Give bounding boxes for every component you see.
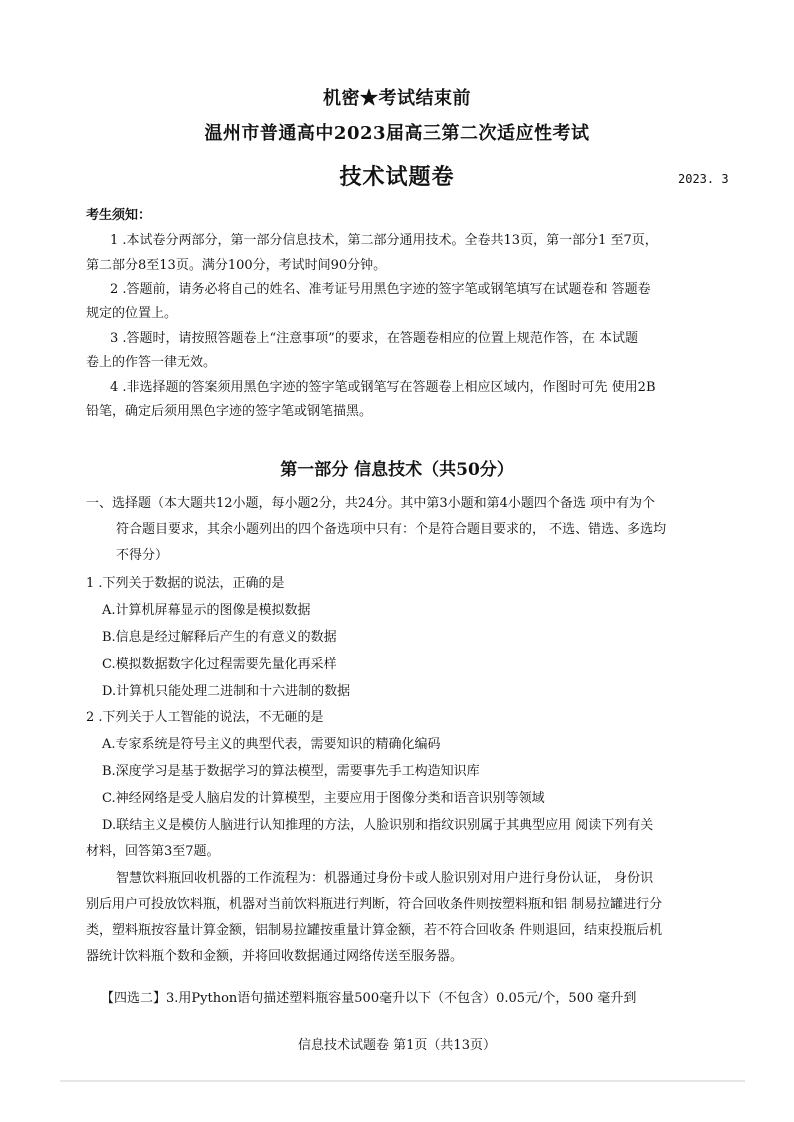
part1-title: 第一部分 信息技术（共50分） [280,460,514,480]
section-intro-line1: 一、选择题（本大题共12小题，每小题2分，共24分。其中第3小题和第4小题四个备选 项中有为个 [86,496,656,511]
notice-heading: 考生须知： [86,208,152,223]
paper-title: 技术试题卷 [339,164,455,190]
question-2-option-c: C.神经网络是受人脑启发的计算模型，主要应用于图像分类和语音识别等领域 [102,791,545,806]
question-2-stem: 2 .下列关于人工智能的说法，不无砸的是 [86,710,324,725]
question-2-option-a: A.专家系统是符号主义的典型代表，需要知识的精确化编码 [102,737,441,752]
notice-item-3-line2: 卷上的作答一律无效。 [86,355,217,370]
notice-item-3-line1: 3 .答题时，请按照答题卷上“注意事项”的要求，在答题卷相应的位置上规范作答，在 本试题 [110,331,638,346]
question-1-option-d: D.计算机只能处理二进制和十六进制的数据 [102,684,351,699]
material-line3: 类，塑料瓶按容量计算金额，铝制易拉罐按重量计算金额，若不符合回收条 件则退回，结束投瓶后机 [86,923,663,938]
notice-item-1-line2: 第二部分8至13页。满分100分，考试时间90分钟。 [86,258,387,273]
material-line4: 器统计饮料瓶个数和金额，并将回收数据通过网络传送至服务器。 [86,949,464,964]
confidential-label: 机密★考试结束前 [323,88,471,109]
material-line2: 别后用户可投放饮料瓶，机器对当前饮料瓶进行判断，符合回收条件则按塑料瓶和铝 制易拉罐进行分 [86,897,663,912]
question-2-option-d: D.联结主义是模仿人脑进行认知推理的方法，人脸识别和指纹识别属于其典型应用 阅读下列有关 [102,818,654,833]
notice-item-2-line1: 2 .答题前，请务必将自己的姓名、准考证号用黑色字迹的签字笔或钢笔填写在试题卷和 答题卷 [110,282,651,297]
question-2-option-b: B.深度学习是基于数据学习的算法模型，需要事先手工构造知识库 [102,764,480,779]
section-intro-line2: 符合题目要求，其余小题列出的四个备选项中只有：个是符合题目要求的， 不选、错选、多选均 [116,522,667,537]
notice-item-4-line2: 铅笔，确定后须用黑色字迹的签字笔或钢笔描黑。 [86,404,373,419]
question-1-option-c: C.模拟数据数字化过程需要先量化再采样 [102,657,337,672]
question-3-line: 【四选二】3.用Python语句描述塑料瓶容量500毫升以下（不包含）0.05元/个，500 毫升到 [101,991,637,1006]
section-intro-line3: 不得分） [116,548,169,563]
exam-name: 温州市普通高中2023届高三第二次适应性考试 [204,123,590,144]
notice-item-1-line1: 1 .本试卷分两部分，第一部分信息技术，第二部分通用技术。全卷共13页，第一部分1 至7页， [110,233,658,248]
material-line1: 智慧饮料瓶回收机器的工作流程为：机器通过身份卡或人脸识别对用户进行身份认证， 身份识 [116,871,654,886]
question-2-tail: 材料，回答第3至7题。 [86,844,220,859]
bottom-divider [60,1080,745,1082]
page-footer: 信息技术试题卷 第1页（共13页） [298,1038,496,1053]
question-1-option-a: A.计算机屏幕显示的图像是模拟数据 [102,603,311,618]
question-1-stem: 1 .下列关于数据的说法，正确的是 [86,576,285,591]
notice-item-2-line2: 规定的位置上。 [86,306,178,321]
exam-date: 2023. 3 [678,172,729,186]
notice-item-4-line1: 4 .非选择题的答案须用黑色字迹的签字笔或钢笔写在答题卷上相应区域内，作图时可先 使用2B [110,380,656,395]
question-1-option-b: B.信息是经过解释后产生的有意义的数据 [102,630,337,645]
